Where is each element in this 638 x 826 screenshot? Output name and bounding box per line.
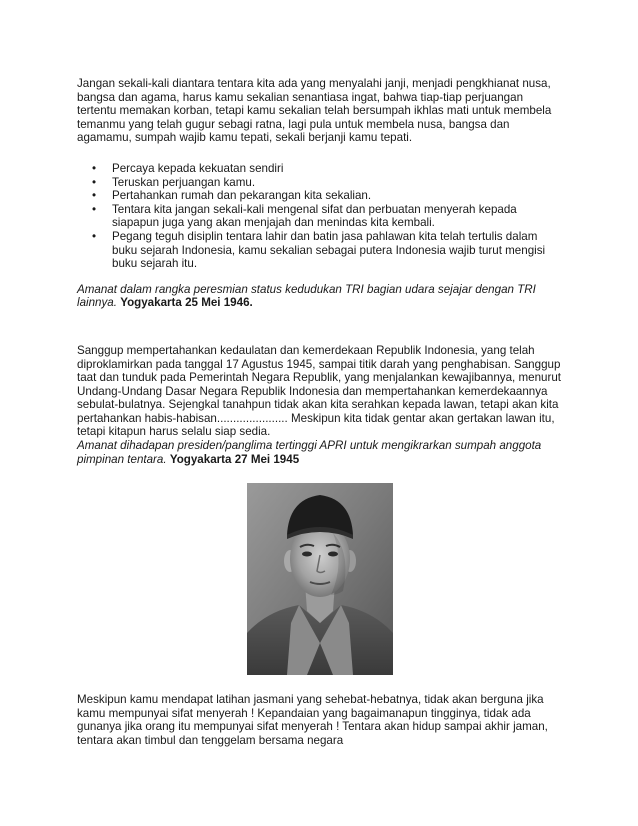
bullet-icon: • bbox=[92, 189, 97, 203]
portrait-photo bbox=[247, 483, 393, 675]
caption-text: Amanat dihadapan presiden/panglima tertinggi APRI untuk mengikrarkan sumpah anggota pimpinan tentara. bbox=[77, 439, 542, 466]
portrait-image bbox=[247, 483, 393, 675]
bullet-icon: • bbox=[92, 161, 97, 175]
list-item: • Tentara kita jangan sekali-kali mengenal sifat dan perbuatan menyerah kepada siapapun juga yang akan menjajah dan menindas kita kembali. bbox=[92, 202, 517, 230]
list-item: • Percaya kepada kekuatan sendiri bbox=[92, 161, 284, 175]
bullet-icon: • bbox=[92, 229, 97, 243]
caption-date: Yogyakarta 25 Mei 1946. bbox=[120, 296, 253, 310]
caption-date: Yogyakarta 27 Mei 1945 bbox=[169, 452, 300, 466]
caption-amanat-1 bbox=[77, 283, 565, 310]
list-item: • Teruskan perjuangan kamu. bbox=[92, 175, 256, 189]
paragraph-sumpah: Sanggup mempertahankan kedaulatan dan kemerdekaan Republik Indonesia, yang telah diproklamirkan pada tanggal 17 Agustus 1945, sampai titik darah yang penghabisan. Sanggup taat dan tunduk pada Pemerintah Negara Republik, yang menjalankan kewajibannya, menurut Undang-Undang Dasar Negara Republik Indonesia dan mempertahankan kemerdekaannya sebulat-bulatnya. Sejengkal tanahpun tidak akan kita serahkan kepada lawan, tetapi akan kita pertahankan habis-habisan...................... Meskipun kita tidak gentar akan gertakan lawan itu, tetapi kitapun harus selalu siap sedia. bbox=[77, 343, 562, 439]
paragraph-amanat-3: Meskipun kamu mendapat latihan jasmani yang sehebat-hebatnya, tidak akan berguna jika kamu mempunyai sifat menyerah ! Kepandaian yang bagaimanapun tingginya, tidak ada gunanya jika orang itu mempunyai sifat menyerah ! Tentara akan hidup sampai akhir jaman, tentara akan timbul dan tenggelam bersama negara bbox=[77, 693, 548, 748]
list-item: • Pegang teguh disiplin tentara lahir dan batin jasa pahlawan kita telah tertulis dalam buku sejarah Indonesia, kamu sekalian sebagai putera Indonesia wajib turut mengisi buku sejarah itu. bbox=[92, 229, 546, 271]
photo-container bbox=[0, 483, 636, 693]
document-page bbox=[77, 77, 565, 748]
paragraph-amanat-1: Jangan sekali-kali diantara tentara kita ada yang menyalahi janji, menjadi pengkhianat nusa, bangsa dan agama, harus kamu sekalian senantiasa ingat, bahwa tiap-tiap perjuangan tertentu memakan korban, tetapi kamu sekalian telah bersumpah ikhlas mati untuk membela temanmu yang telah gugur sebagi ratna, lagi pula untuk membela nusa, bangsa dan agamamu, sumpah wajib kamu tepati, sekali berjanji kamu tepati. bbox=[77, 77, 552, 145]
bullet-icon: • bbox=[92, 202, 97, 216]
list-item: • Pertahankan rumah dan pekarangan kita sekalian. bbox=[92, 189, 372, 203]
caption-amanat-2 bbox=[77, 439, 565, 466]
bullet-list bbox=[77, 162, 565, 271]
caption-text: Amanat dalam rangka peresmian status kedudukan TRI bagian udara sejajar dengan TRI lainnya. bbox=[77, 282, 536, 310]
bullet-icon: • bbox=[92, 175, 97, 189]
